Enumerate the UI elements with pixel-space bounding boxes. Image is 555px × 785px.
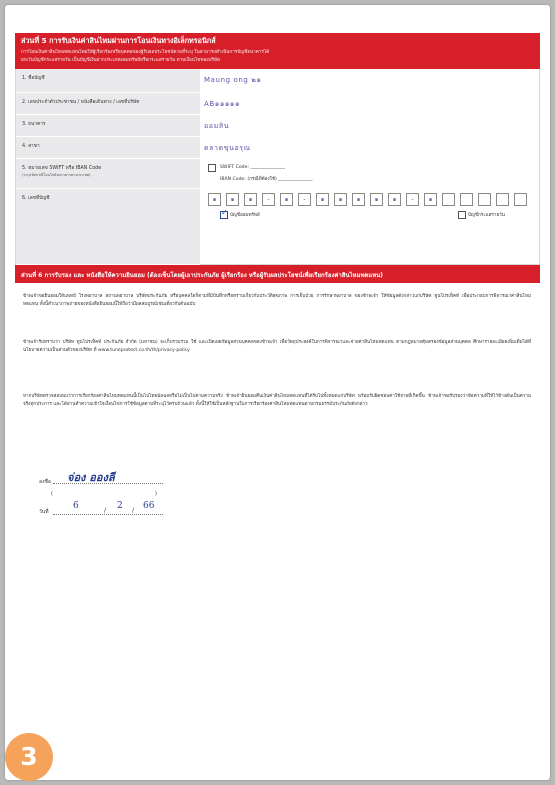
section5-title: ส่วนที่ 5 การรับเงินค่าสินไหมผ่านการโอนเงินทางอิเล็กทรอนิกส์ bbox=[21, 36, 216, 45]
account-name-label: 1. ชื่อบัญชี bbox=[22, 76, 45, 81]
account-digit-box[interactable] bbox=[514, 193, 527, 206]
swift-sublabel: (ระบุรหัสกรณีโอนไปยังธนาคารต่างประเทศ) bbox=[22, 173, 91, 177]
account-digit-box[interactable]: - bbox=[262, 193, 275, 206]
consent-paragraph: ข้าพเจ้าขอยินยอมให้แพทย์ โรงพยาบาล สถานพยาบาล บริษัทประกันภัย หรือบุคคลใดก็ตามที่มีบันทึกหรือทราบเกี่ยวกับประวัติสุขภาพ การเจ็บป่วย การรักษาพยาบาล ของข้าพเจ้า ให้ข้อมูลดังกล่าวแก่บริษัท ทูนโปรเท็คท์ เพื่อประกอบการพิจารณาค่าสินไหมทดแทน ทั้งนี้สำเนาภาพถ่ายของหนังสือยินยอมนี้ให้ถือว่ามีผลสมบูรณ์เช่นเดียวกับต้นฉบับ bbox=[23, 294, 531, 307]
id-number-label: 2. เลขประจำตัวประชาชน / หนังสือเดินทาง / เลขที่บริษัท bbox=[22, 100, 140, 105]
branch-value[interactable]: ตลาดขุนอรุณ bbox=[204, 144, 251, 152]
account-digit-box[interactable]: ๑ bbox=[370, 193, 383, 206]
account-digit-box[interactable]: ๑ bbox=[226, 193, 239, 206]
date-label: วันที่ bbox=[39, 509, 49, 515]
section5-note: ยกเว้นบัญชีกระแสรายวัน เป็นบัญชีเงินฝากประเภทออมทรัพย์หรือกระแสรายวัน ตามเงื่อนไขของบริษัท bbox=[21, 58, 220, 63]
section6-header bbox=[15, 265, 540, 283]
swift-row bbox=[16, 159, 539, 189]
date-separator: / bbox=[132, 507, 135, 514]
savings-label: บัญชีออมทรัพย์ bbox=[230, 213, 260, 218]
account-digit-box[interactable]: ๑ bbox=[334, 193, 347, 206]
date-day: 6 bbox=[73, 501, 79, 511]
account-name-row bbox=[16, 69, 539, 93]
account-number-label: 6. เลขที่บัญชี bbox=[22, 196, 50, 201]
section5-note: การโอนเงินค่าสินไหมทดแทนโดยให้ผู้เรียกร้องหรือบุคคลของผู้รับผลประโยชน์ตามที่ระบุ ในสามารถดำเนินการบัญชีธนาคารได้ bbox=[21, 50, 270, 55]
account-digit-box[interactable]: ๑ bbox=[208, 193, 221, 206]
account-name-value[interactable]: Maung ong ๒๑ bbox=[204, 76, 262, 84]
account-digit-box[interactable]: ๑ bbox=[316, 193, 329, 206]
account-digit-box[interactable] bbox=[496, 193, 509, 206]
signature-line bbox=[53, 483, 163, 484]
account-digit-box[interactable]: ๑ bbox=[352, 193, 365, 206]
date-separator: / bbox=[104, 507, 107, 514]
branch-row bbox=[16, 137, 539, 159]
savings-checkbox[interactable] bbox=[220, 211, 228, 219]
privacy-paragraph: ข้าพเจ้ารับทราบว่า บริษัท ทูนโปรเท็คท์ ประกันภัย จำกัด (มหาชน) จะเก็บรวบรวม ใช้ และเปิดเผยข้อมูลส่วนบุคคลของข้าพเจ้า เพื่อวัตถุประสงค์ในการพิจารณาและจ่ายค่าสินไหมทดแทน ตามกฎหมายคุ้มครองข้อมูลส่วนบุคคล ศึกษารายละเอียดเพิ่มเติมได้ที่นโยบายความเป็นส่วนตัวของบริษัท ที่ www.tuneprotect.co.th/th/privacy-policy bbox=[23, 340, 531, 353]
account-digit-box[interactable] bbox=[442, 193, 455, 206]
account-digit-box[interactable]: - bbox=[406, 193, 419, 206]
signature-label: ลงชื่อ bbox=[39, 479, 51, 485]
account-digit-box[interactable]: ๑ bbox=[244, 193, 257, 206]
bank-label: 3. ธนาคาร bbox=[22, 122, 46, 127]
swift-label: 5. หมายเลข SWIFT หรือ IBAN Code bbox=[22, 166, 102, 171]
current-account-checkbox[interactable] bbox=[458, 211, 466, 219]
page-number-badge: 3 bbox=[5, 733, 53, 781]
section6-title: ส่วนที่ 6 การรับรอง และ หนังสือให้ความยินยอม (ต้องเซ็นโดยผู้เอาประกันภัย ผู้เรียกร้อง หรือผู้รับผลประโยชน์เพื่อเรียกร้องค่าสินไหมทดแทน) bbox=[21, 272, 383, 279]
bank-value[interactable]: ออมสิน bbox=[204, 122, 230, 130]
id-number-row bbox=[16, 93, 539, 115]
form-page bbox=[5, 5, 550, 780]
iban-code-label: IBAN Code: (กรณีที่ต้องใช้) _______________ bbox=[220, 177, 313, 182]
account-digit-box[interactable]: - bbox=[298, 193, 311, 206]
signature: จ่อง อองลี bbox=[67, 471, 115, 484]
date-year: 66 bbox=[143, 501, 155, 511]
date-line bbox=[53, 514, 163, 515]
account-digit-box[interactable] bbox=[478, 193, 491, 206]
certification-paragraph: หากบริษัทตรวจสอบพบว่าการเรียกร้องค่าสินไหมทดแทนนี้เป็นไปโดยฉ้อฉลหรือไม่เป็นไปตามความจริง ข้าพเจ้ายินยอมคืนเงินค่าสินไหมทดแทนที่ได้รับไปทั้งหมดแก่บริษัท พร้อมรับผิดชอบค่าใช้จ่ายที่เกิดขึ้น ข้าพเจ้าขอรับรองว่าข้อความที่ให้ไว้ข้างต้นเป็นความจริงทุกประการ และได้อ่านทำความเข้าใจเงื่อนไขการใช้ข้อมูลตามที่ระบุไว้ครบถ้วนแล้ว ทั้งนี้ให้ใช้เป็นหลักฐานในการเรียกร้องค่าสินไหมทดแทนตามกรมธรรม์ประกันภัยดังกล่าว bbox=[23, 394, 531, 407]
signature-bracket-close: ) bbox=[155, 491, 157, 497]
account-number-row bbox=[16, 189, 539, 265]
swift-checkbox[interactable] bbox=[208, 164, 216, 172]
bank-transfer-form bbox=[15, 69, 540, 265]
branch-label: 4. สาขา bbox=[22, 144, 40, 149]
id-number-value[interactable]: AB๑๑๑๑๑ bbox=[204, 100, 241, 108]
section5-header bbox=[15, 33, 540, 69]
account-digit-box[interactable]: ๑ bbox=[424, 193, 437, 206]
account-digit-box[interactable]: ๑ bbox=[280, 193, 293, 206]
account-digit-box[interactable] bbox=[460, 193, 473, 206]
signature-bracket-open: ( bbox=[51, 491, 53, 497]
date-month: 2 bbox=[117, 501, 123, 511]
swift-code-label: SWIFT Code: _______________ bbox=[220, 165, 285, 170]
current-account-label: บัญชีกระแสรายวัน bbox=[468, 213, 505, 218]
bank-row bbox=[16, 115, 539, 137]
account-digit-box[interactable]: ๑ bbox=[388, 193, 401, 206]
